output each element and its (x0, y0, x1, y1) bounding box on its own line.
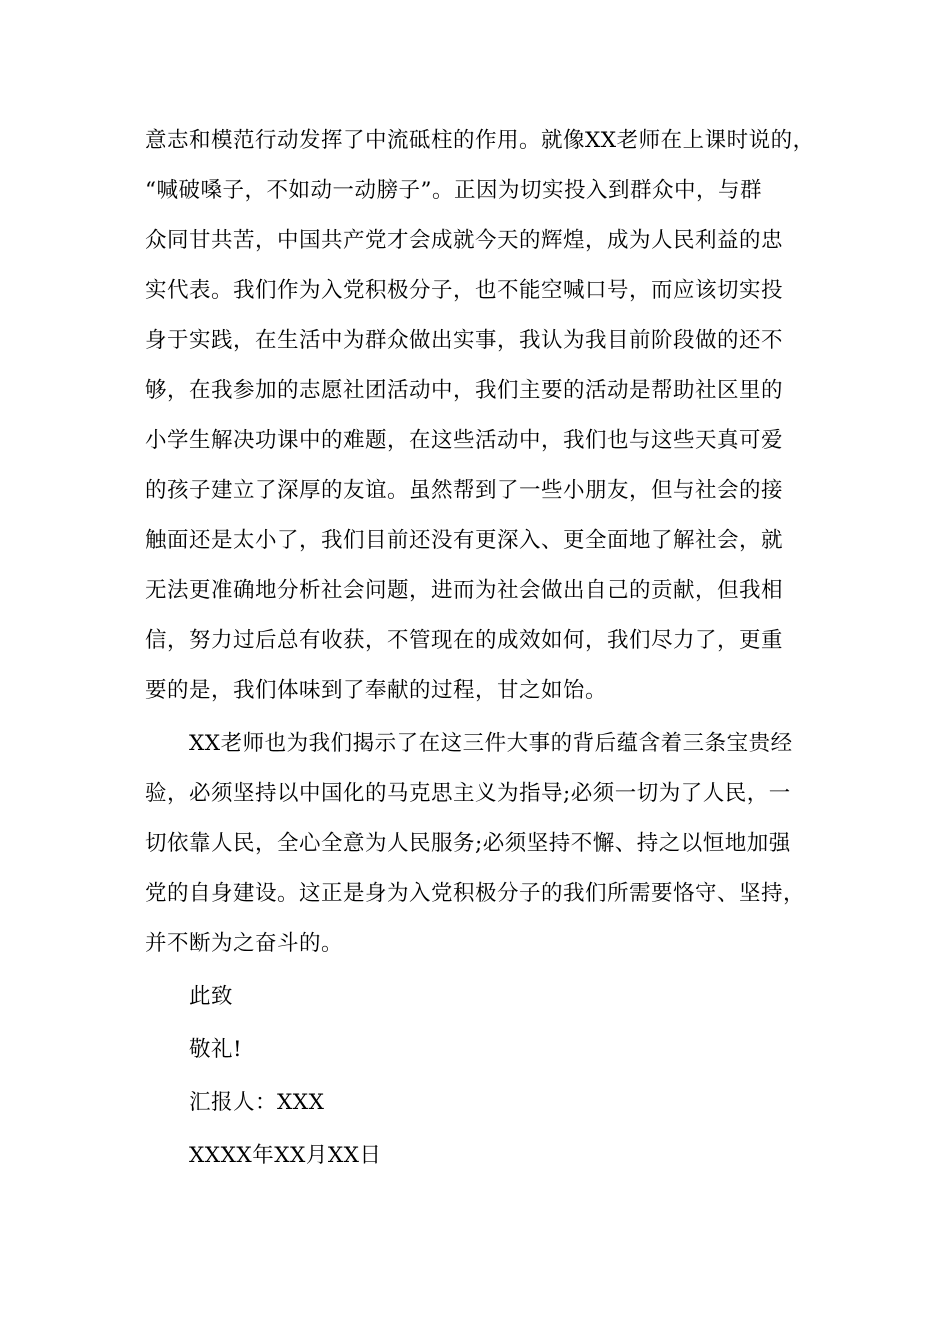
paragraph-line: 的孩子建立了深厚的友谊。虽然帮到了一些小朋友，但与社会的接 (145, 478, 784, 503)
document-page (145, 116, 815, 1181)
paragraph-line: “喊破嗓子，不如动一动膀子”。正因为切实投入到群众中，与群 (145, 178, 762, 203)
paragraph-line: 信，努力过后总有收获，不管现在的成效如何，我们尽力了，更重 (145, 628, 784, 653)
paragraph-line: 众同甘共苦，中国共产党才会成就今天的辉煌，成为人民利益的忠 (145, 228, 784, 253)
paragraph-line: 够，在我参加的志愿社团活动中，我们主要的活动是帮助社区里的 (145, 378, 784, 403)
paragraph-line: 身于实践，在生活中为群众做出实事，我认为我目前阶段做的还不 (145, 328, 784, 353)
paragraph-line: 验，必须坚持以中国化的马克思主义为指导;必须一切为了人民，一 (145, 781, 791, 806)
paragraph-2 (145, 719, 807, 969)
paragraph-line: XX老师也为我们揭示了在这三件大事的背后蕴含着三条宝贵经 (189, 731, 793, 756)
paragraph-line: 小学生解决功课中的难题，在这些活动中，我们也与这些天真可爱 (145, 428, 784, 453)
paragraph-line: 意志和模范行动发挥了中流砥柱的作用。就像XX老师在上课时说的， (145, 128, 815, 153)
salutation-jing-li: 敬礼! (189, 1037, 243, 1062)
salutation-ci-zhi: 此致 (189, 984, 234, 1009)
paragraph-line: 党的自身建设。这正是身为入党积极分子的我们所需要恪守、坚持， (145, 881, 806, 906)
reporter-signature: 汇报人：XXX (189, 1090, 325, 1115)
paragraph-line: 切依靠人民，全心全意为人民服务;必须坚持不懈、持之以恒地加强 (145, 831, 791, 856)
paragraph-line: 并不断为之奋斗的。 (145, 931, 344, 956)
paragraph-line: 触面还是太小了，我们目前还没有更深入、更全面地了解社会，就 (145, 528, 784, 553)
paragraph-line: 要的是，我们体味到了奉献的过程，甘之如饴。 (145, 678, 608, 703)
paragraph-1 (145, 116, 815, 716)
report-date: XXXX年XX月XX日 (189, 1143, 382, 1168)
paragraph-line: 无法更准确地分析社会问题，进而为社会做出自己的贡献，但我相 (145, 578, 784, 603)
paragraph-line: 实代表。我们作为入党积极分子，也不能空喊口号，而应该切实投 (145, 278, 784, 303)
